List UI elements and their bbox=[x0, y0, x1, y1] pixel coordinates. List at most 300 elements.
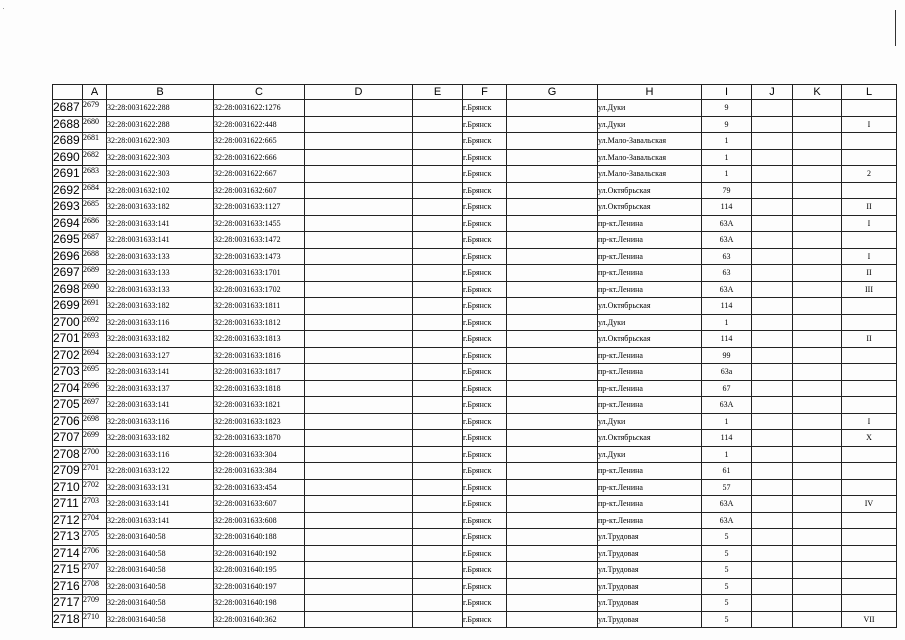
cell-j[interactable] bbox=[752, 463, 793, 480]
cell-d[interactable] bbox=[305, 364, 413, 381]
cell-f[interactable]: г.Брянск bbox=[463, 380, 507, 397]
cell-a[interactable]: 2679 bbox=[83, 100, 107, 117]
cell-e[interactable] bbox=[413, 133, 463, 150]
cell-k[interactable] bbox=[793, 496, 842, 513]
cell-j[interactable] bbox=[752, 512, 793, 529]
row-number-cell[interactable]: 2711 bbox=[53, 496, 83, 513]
cell-i[interactable]: 5 bbox=[702, 562, 752, 579]
cell-b[interactable]: 32:28:0031632:102 bbox=[107, 182, 214, 199]
cell-j[interactable] bbox=[752, 413, 793, 430]
cell-e[interactable] bbox=[413, 397, 463, 414]
cell-j[interactable] bbox=[752, 166, 793, 183]
row-number-cell[interactable]: 2718 bbox=[53, 611, 83, 628]
cell-h[interactable]: ул.Дуки bbox=[598, 314, 702, 331]
cell-c[interactable]: 32:28:0031633:1823 bbox=[214, 413, 305, 430]
cell-g[interactable] bbox=[507, 595, 598, 612]
cell-k[interactable] bbox=[793, 430, 842, 447]
cell-b[interactable]: 32:28:0031633:141 bbox=[107, 496, 214, 513]
cell-e[interactable] bbox=[413, 578, 463, 595]
cell-b[interactable]: 32:28:0031633:116 bbox=[107, 314, 214, 331]
cell-b[interactable]: 32:28:0031640:58 bbox=[107, 562, 214, 579]
cell-b[interactable]: 32:28:0031622:303 bbox=[107, 133, 214, 150]
cell-i[interactable]: 63а bbox=[702, 364, 752, 381]
cell-f[interactable]: г.Брянск bbox=[463, 545, 507, 562]
cell-j[interactable] bbox=[752, 298, 793, 315]
cell-d[interactable] bbox=[305, 314, 413, 331]
cell-b[interactable]: 32:28:0031640:58 bbox=[107, 595, 214, 612]
cell-h[interactable]: ул.Трудовая bbox=[598, 611, 702, 628]
cell-a[interactable]: 2688 bbox=[83, 248, 107, 265]
cell-f[interactable]: г.Брянск bbox=[463, 133, 507, 150]
row-number-cell[interactable]: 2697 bbox=[53, 265, 83, 282]
cell-l[interactable] bbox=[842, 232, 897, 249]
row-number-cell[interactable]: 2713 bbox=[53, 529, 83, 546]
cell-l[interactable] bbox=[842, 595, 897, 612]
cell-k[interactable] bbox=[793, 512, 842, 529]
row-number-cell[interactable]: 2703 bbox=[53, 364, 83, 381]
cell-f[interactable]: г.Брянск bbox=[463, 116, 507, 133]
cell-l[interactable] bbox=[842, 512, 897, 529]
cell-e[interactable] bbox=[413, 595, 463, 612]
cell-i[interactable]: 63А bbox=[702, 232, 752, 249]
cell-l[interactable] bbox=[842, 133, 897, 150]
cell-f[interactable]: г.Брянск bbox=[463, 397, 507, 414]
cell-h[interactable]: ул.Трудовая bbox=[598, 545, 702, 562]
cell-l[interactable]: I bbox=[842, 116, 897, 133]
cell-j[interactable] bbox=[752, 595, 793, 612]
cell-d[interactable] bbox=[305, 166, 413, 183]
cell-b[interactable]: 32:28:0031640:58 bbox=[107, 578, 214, 595]
row-number-cell[interactable]: 2690 bbox=[53, 149, 83, 166]
cell-c[interactable]: 32:28:0031633:384 bbox=[214, 463, 305, 480]
row-number-cell[interactable]: 2694 bbox=[53, 215, 83, 232]
cell-k[interactable] bbox=[793, 446, 842, 463]
cell-b[interactable]: 32:28:0031622:303 bbox=[107, 166, 214, 183]
cell-i[interactable]: 67 bbox=[702, 380, 752, 397]
cell-a[interactable]: 2685 bbox=[83, 199, 107, 216]
cell-l[interactable]: 2 bbox=[842, 166, 897, 183]
cell-l[interactable] bbox=[842, 446, 897, 463]
cell-l[interactable] bbox=[842, 298, 897, 315]
cell-b[interactable]: 32:28:0031633:182 bbox=[107, 430, 214, 447]
cell-a[interactable]: 2695 bbox=[83, 364, 107, 381]
cell-f[interactable]: г.Брянск bbox=[463, 595, 507, 612]
cell-g[interactable] bbox=[507, 413, 598, 430]
column-header-h[interactable]: H bbox=[598, 85, 702, 100]
column-header-a[interactable]: A bbox=[83, 85, 107, 100]
row-number-cell[interactable]: 2712 bbox=[53, 512, 83, 529]
cell-c[interactable]: 32:28:0031633:1813 bbox=[214, 331, 305, 348]
cell-c[interactable]: 32:28:0031633:1870 bbox=[214, 430, 305, 447]
cell-e[interactable] bbox=[413, 215, 463, 232]
cell-l[interactable]: I bbox=[842, 248, 897, 265]
column-header-i[interactable]: I bbox=[702, 85, 752, 100]
cell-k[interactable] bbox=[793, 265, 842, 282]
cell-f[interactable]: г.Брянск bbox=[463, 611, 507, 628]
row-number-cell[interactable]: 2695 bbox=[53, 232, 83, 249]
column-header-f[interactable]: F bbox=[463, 85, 507, 100]
cell-h[interactable]: пр-кт.Ленина bbox=[598, 380, 702, 397]
row-number-cell[interactable]: 2692 bbox=[53, 182, 83, 199]
cell-i[interactable]: 5 bbox=[702, 595, 752, 612]
cell-i[interactable]: 63А bbox=[702, 512, 752, 529]
cell-l[interactable] bbox=[842, 149, 897, 166]
cell-b[interactable]: 32:28:0031633:122 bbox=[107, 463, 214, 480]
corner-header-cell[interactable] bbox=[53, 85, 83, 100]
cell-f[interactable]: г.Брянск bbox=[463, 298, 507, 315]
cell-b[interactable]: 32:28:0031633:141 bbox=[107, 512, 214, 529]
cell-k[interactable] bbox=[793, 166, 842, 183]
cell-c[interactable]: 32:28:0031633:1127 bbox=[214, 199, 305, 216]
cell-b[interactable]: 32:28:0031622:303 bbox=[107, 149, 214, 166]
cell-i[interactable]: 99 bbox=[702, 347, 752, 364]
cell-i[interactable]: 63А bbox=[702, 496, 752, 513]
cell-c[interactable]: 32:28:0031622:665 bbox=[214, 133, 305, 150]
cell-i[interactable]: 63А bbox=[702, 281, 752, 298]
cell-b[interactable]: 32:28:0031633:182 bbox=[107, 298, 214, 315]
cell-d[interactable] bbox=[305, 496, 413, 513]
cell-d[interactable] bbox=[305, 512, 413, 529]
cell-d[interactable] bbox=[305, 149, 413, 166]
cell-e[interactable] bbox=[413, 430, 463, 447]
cell-g[interactable] bbox=[507, 133, 598, 150]
cell-l[interactable]: I bbox=[842, 413, 897, 430]
cell-a[interactable]: 2701 bbox=[83, 463, 107, 480]
cell-c[interactable]: 32:28:0031633:1473 bbox=[214, 248, 305, 265]
row-number-cell[interactable]: 2687 bbox=[53, 100, 83, 117]
cell-h[interactable]: пр-кт.Ленина bbox=[598, 496, 702, 513]
cell-b[interactable]: 32:28:0031633:141 bbox=[107, 232, 214, 249]
cell-e[interactable] bbox=[413, 413, 463, 430]
cell-l[interactable] bbox=[842, 380, 897, 397]
cell-d[interactable] bbox=[305, 248, 413, 265]
cell-j[interactable] bbox=[752, 149, 793, 166]
cell-c[interactable]: 32:28:0031633:1455 bbox=[214, 215, 305, 232]
column-header-l[interactable]: L bbox=[842, 85, 897, 100]
row-number-cell[interactable]: 2700 bbox=[53, 314, 83, 331]
cell-b[interactable]: 32:28:0031633:133 bbox=[107, 281, 214, 298]
cell-d[interactable] bbox=[305, 281, 413, 298]
cell-h[interactable]: ул.Октябрьская bbox=[598, 331, 702, 348]
cell-b[interactable]: 32:28:0031633:141 bbox=[107, 397, 214, 414]
cell-i[interactable]: 9 bbox=[702, 116, 752, 133]
cell-l[interactable]: II bbox=[842, 265, 897, 282]
cell-g[interactable] bbox=[507, 545, 598, 562]
column-header-k[interactable]: K bbox=[793, 85, 842, 100]
cell-b[interactable]: 32:28:0031622:288 bbox=[107, 100, 214, 117]
cell-g[interactable] bbox=[507, 248, 598, 265]
cell-k[interactable] bbox=[793, 578, 842, 595]
cell-f[interactable]: г.Брянск bbox=[463, 215, 507, 232]
cell-j[interactable] bbox=[752, 248, 793, 265]
cell-d[interactable] bbox=[305, 133, 413, 150]
cell-d[interactable] bbox=[305, 100, 413, 117]
cell-f[interactable]: г.Брянск bbox=[463, 512, 507, 529]
cell-a[interactable]: 2681 bbox=[83, 133, 107, 150]
cell-a[interactable]: 2683 bbox=[83, 166, 107, 183]
cell-j[interactable] bbox=[752, 133, 793, 150]
cell-b[interactable]: 32:28:0031633:133 bbox=[107, 248, 214, 265]
cell-h[interactable]: ул.Дуки bbox=[598, 446, 702, 463]
cell-e[interactable] bbox=[413, 347, 463, 364]
cell-g[interactable] bbox=[507, 364, 598, 381]
row-number-cell[interactable]: 2707 bbox=[53, 430, 83, 447]
cell-l[interactable] bbox=[842, 463, 897, 480]
cell-d[interactable] bbox=[305, 215, 413, 232]
cell-d[interactable] bbox=[305, 232, 413, 249]
cell-g[interactable] bbox=[507, 314, 598, 331]
cell-g[interactable] bbox=[507, 100, 598, 117]
cell-h[interactable]: пр-кт.Ленина bbox=[598, 463, 702, 480]
cell-f[interactable]: г.Брянск bbox=[463, 149, 507, 166]
cell-b[interactable]: 32:28:0031633:133 bbox=[107, 265, 214, 282]
column-header-j[interactable]: J bbox=[752, 85, 793, 100]
cell-i[interactable]: 1 bbox=[702, 166, 752, 183]
cell-c[interactable]: 32:28:0031640:195 bbox=[214, 562, 305, 579]
cell-j[interactable] bbox=[752, 545, 793, 562]
cell-d[interactable] bbox=[305, 199, 413, 216]
cell-a[interactable]: 2691 bbox=[83, 298, 107, 315]
cell-e[interactable] bbox=[413, 298, 463, 315]
cell-d[interactable] bbox=[305, 380, 413, 397]
cell-d[interactable] bbox=[305, 397, 413, 414]
cell-b[interactable]: 32:28:0031640:58 bbox=[107, 611, 214, 628]
cell-a[interactable]: 2708 bbox=[83, 578, 107, 595]
cell-l[interactable]: II bbox=[842, 199, 897, 216]
cell-f[interactable]: г.Брянск bbox=[463, 496, 507, 513]
cell-l[interactable] bbox=[842, 364, 897, 381]
row-number-cell[interactable]: 2715 bbox=[53, 562, 83, 579]
cell-l[interactable]: X bbox=[842, 430, 897, 447]
cell-h[interactable]: ул.Мало-Завальская bbox=[598, 133, 702, 150]
column-header-c[interactable]: C bbox=[214, 85, 305, 100]
cell-g[interactable] bbox=[507, 380, 598, 397]
cell-f[interactable]: г.Брянск bbox=[463, 347, 507, 364]
cell-a[interactable]: 2709 bbox=[83, 595, 107, 612]
cell-h[interactable]: ул.Октябрьская bbox=[598, 182, 702, 199]
cell-d[interactable] bbox=[305, 529, 413, 546]
cell-l[interactable]: II bbox=[842, 331, 897, 348]
cell-g[interactable] bbox=[507, 529, 598, 546]
cell-h[interactable]: пр-кт.Ленина bbox=[598, 232, 702, 249]
cell-l[interactable] bbox=[842, 314, 897, 331]
cell-i[interactable]: 1 bbox=[702, 149, 752, 166]
cell-j[interactable] bbox=[752, 430, 793, 447]
cell-b[interactable]: 32:28:0031640:58 bbox=[107, 545, 214, 562]
cell-e[interactable] bbox=[413, 248, 463, 265]
cell-l[interactable]: VII bbox=[842, 611, 897, 628]
cell-c[interactable]: 32:28:0031640:192 bbox=[214, 545, 305, 562]
cell-c[interactable]: 32:28:0031633:1812 bbox=[214, 314, 305, 331]
cell-k[interactable] bbox=[793, 397, 842, 414]
cell-a[interactable]: 2693 bbox=[83, 331, 107, 348]
cell-g[interactable] bbox=[507, 347, 598, 364]
row-number-cell[interactable]: 2693 bbox=[53, 199, 83, 216]
cell-a[interactable]: 2705 bbox=[83, 529, 107, 546]
row-number-cell[interactable]: 2714 bbox=[53, 545, 83, 562]
cell-f[interactable]: г.Брянск bbox=[463, 463, 507, 480]
cell-a[interactable]: 2704 bbox=[83, 512, 107, 529]
cell-h[interactable]: пр-кт.Ленина bbox=[598, 215, 702, 232]
cell-c[interactable]: 32:28:0031633:607 bbox=[214, 496, 305, 513]
cell-j[interactable] bbox=[752, 232, 793, 249]
cell-k[interactable] bbox=[793, 182, 842, 199]
cell-i[interactable]: 61 bbox=[702, 463, 752, 480]
cell-c[interactable]: 32:28:0031640:197 bbox=[214, 578, 305, 595]
cell-h[interactable]: пр-кт.Ленина bbox=[598, 364, 702, 381]
cell-a[interactable]: 2702 bbox=[83, 479, 107, 496]
cell-a[interactable]: 2687 bbox=[83, 232, 107, 249]
cell-k[interactable] bbox=[793, 529, 842, 546]
cell-g[interactable] bbox=[507, 562, 598, 579]
cell-b[interactable]: 32:28:0031633:116 bbox=[107, 413, 214, 430]
cell-j[interactable] bbox=[752, 331, 793, 348]
row-number-cell[interactable]: 2691 bbox=[53, 166, 83, 183]
cell-j[interactable] bbox=[752, 314, 793, 331]
cell-a[interactable]: 2698 bbox=[83, 413, 107, 430]
cell-k[interactable] bbox=[793, 314, 842, 331]
cell-d[interactable] bbox=[305, 347, 413, 364]
cell-b[interactable]: 32:28:0031633:182 bbox=[107, 331, 214, 348]
cell-b[interactable]: 32:28:0031633:141 bbox=[107, 364, 214, 381]
cell-g[interactable] bbox=[507, 182, 598, 199]
cell-k[interactable] bbox=[793, 611, 842, 628]
cell-g[interactable] bbox=[507, 611, 598, 628]
cell-d[interactable] bbox=[305, 611, 413, 628]
cell-i[interactable]: 63А bbox=[702, 397, 752, 414]
cell-e[interactable] bbox=[413, 446, 463, 463]
cell-e[interactable] bbox=[413, 281, 463, 298]
cell-e[interactable] bbox=[413, 496, 463, 513]
cell-c[interactable]: 32:28:0031640:188 bbox=[214, 529, 305, 546]
cell-e[interactable] bbox=[413, 512, 463, 529]
cell-f[interactable]: г.Брянск bbox=[463, 265, 507, 282]
cell-j[interactable] bbox=[752, 100, 793, 117]
cell-e[interactable] bbox=[413, 463, 463, 480]
cell-k[interactable] bbox=[793, 413, 842, 430]
cell-e[interactable] bbox=[413, 364, 463, 381]
cell-g[interactable] bbox=[507, 166, 598, 183]
cell-i[interactable]: 114 bbox=[702, 430, 752, 447]
cell-a[interactable]: 2686 bbox=[83, 215, 107, 232]
cell-h[interactable]: ул.Трудовая bbox=[598, 595, 702, 612]
cell-g[interactable] bbox=[507, 331, 598, 348]
cell-d[interactable] bbox=[305, 595, 413, 612]
cell-k[interactable] bbox=[793, 100, 842, 117]
cell-j[interactable] bbox=[752, 116, 793, 133]
cell-j[interactable] bbox=[752, 611, 793, 628]
cell-j[interactable] bbox=[752, 496, 793, 513]
cell-l[interactable] bbox=[842, 545, 897, 562]
cell-f[interactable]: г.Брянск bbox=[463, 578, 507, 595]
cell-g[interactable] bbox=[507, 281, 598, 298]
cell-h[interactable]: ул.Октябрьская bbox=[598, 298, 702, 315]
cell-j[interactable] bbox=[752, 578, 793, 595]
cell-l[interactable]: I bbox=[842, 215, 897, 232]
cell-c[interactable]: 32:28:0031633:1811 bbox=[214, 298, 305, 315]
row-number-cell[interactable]: 2705 bbox=[53, 397, 83, 414]
cell-k[interactable] bbox=[793, 364, 842, 381]
cell-b[interactable]: 32:28:0031633:131 bbox=[107, 479, 214, 496]
cell-h[interactable]: пр-кт.Ленина bbox=[598, 265, 702, 282]
cell-i[interactable]: 63 bbox=[702, 265, 752, 282]
cell-k[interactable] bbox=[793, 232, 842, 249]
cell-d[interactable] bbox=[305, 413, 413, 430]
cell-f[interactable]: г.Брянск bbox=[463, 446, 507, 463]
cell-b[interactable]: 32:28:0031633:137 bbox=[107, 380, 214, 397]
cell-h[interactable]: ул.Трудовая bbox=[598, 578, 702, 595]
cell-f[interactable]: г.Брянск bbox=[463, 281, 507, 298]
cell-j[interactable] bbox=[752, 529, 793, 546]
cell-c[interactable]: 32:28:0031633:454 bbox=[214, 479, 305, 496]
cell-e[interactable] bbox=[413, 166, 463, 183]
cell-a[interactable]: 2694 bbox=[83, 347, 107, 364]
cell-k[interactable] bbox=[793, 298, 842, 315]
column-header-e[interactable]: E bbox=[413, 85, 463, 100]
cell-g[interactable] bbox=[507, 149, 598, 166]
cell-f[interactable]: г.Брянск bbox=[463, 331, 507, 348]
cell-e[interactable] bbox=[413, 314, 463, 331]
cell-i[interactable]: 1 bbox=[702, 314, 752, 331]
cell-j[interactable] bbox=[752, 281, 793, 298]
row-number-cell[interactable]: 2704 bbox=[53, 380, 83, 397]
cell-j[interactable] bbox=[752, 562, 793, 579]
cell-e[interactable] bbox=[413, 100, 463, 117]
cell-g[interactable] bbox=[507, 232, 598, 249]
cell-l[interactable] bbox=[842, 562, 897, 579]
cell-c[interactable]: 32:28:0031633:1818 bbox=[214, 380, 305, 397]
cell-l[interactable] bbox=[842, 100, 897, 117]
cell-k[interactable] bbox=[793, 116, 842, 133]
row-number-cell[interactable]: 2699 bbox=[53, 298, 83, 315]
cell-f[interactable]: г.Брянск bbox=[463, 529, 507, 546]
cell-a[interactable]: 2699 bbox=[83, 430, 107, 447]
cell-e[interactable] bbox=[413, 545, 463, 562]
cell-e[interactable] bbox=[413, 182, 463, 199]
row-number-cell[interactable]: 2688 bbox=[53, 116, 83, 133]
cell-h[interactable]: ул.Мало-Завальская bbox=[598, 166, 702, 183]
cell-e[interactable] bbox=[413, 611, 463, 628]
cell-f[interactable]: г.Брянск bbox=[463, 166, 507, 183]
cell-k[interactable] bbox=[793, 479, 842, 496]
cell-g[interactable] bbox=[507, 265, 598, 282]
cell-h[interactable]: пр-кт.Ленина bbox=[598, 248, 702, 265]
cell-b[interactable]: 32:28:0031633:141 bbox=[107, 215, 214, 232]
cell-d[interactable] bbox=[305, 298, 413, 315]
cell-d[interactable] bbox=[305, 545, 413, 562]
row-number-cell[interactable]: 2709 bbox=[53, 463, 83, 480]
cell-e[interactable] bbox=[413, 479, 463, 496]
cell-a[interactable]: 2697 bbox=[83, 397, 107, 414]
cell-f[interactable]: г.Брянск bbox=[463, 232, 507, 249]
row-number-cell[interactable]: 2710 bbox=[53, 479, 83, 496]
cell-h[interactable]: ул.Дуки bbox=[598, 100, 702, 117]
cell-k[interactable] bbox=[793, 281, 842, 298]
cell-i[interactable]: 5 bbox=[702, 529, 752, 546]
cell-e[interactable] bbox=[413, 149, 463, 166]
cell-g[interactable] bbox=[507, 446, 598, 463]
cell-h[interactable]: ул.Октябрьская bbox=[598, 430, 702, 447]
cell-g[interactable] bbox=[507, 512, 598, 529]
cell-j[interactable] bbox=[752, 265, 793, 282]
column-header-b[interactable]: B bbox=[107, 85, 214, 100]
cell-j[interactable] bbox=[752, 215, 793, 232]
cell-a[interactable]: 2706 bbox=[83, 545, 107, 562]
cell-c[interactable]: 32:28:0031633:304 bbox=[214, 446, 305, 463]
cell-f[interactable]: г.Брянск bbox=[463, 248, 507, 265]
cell-d[interactable] bbox=[305, 479, 413, 496]
cell-l[interactable] bbox=[842, 529, 897, 546]
